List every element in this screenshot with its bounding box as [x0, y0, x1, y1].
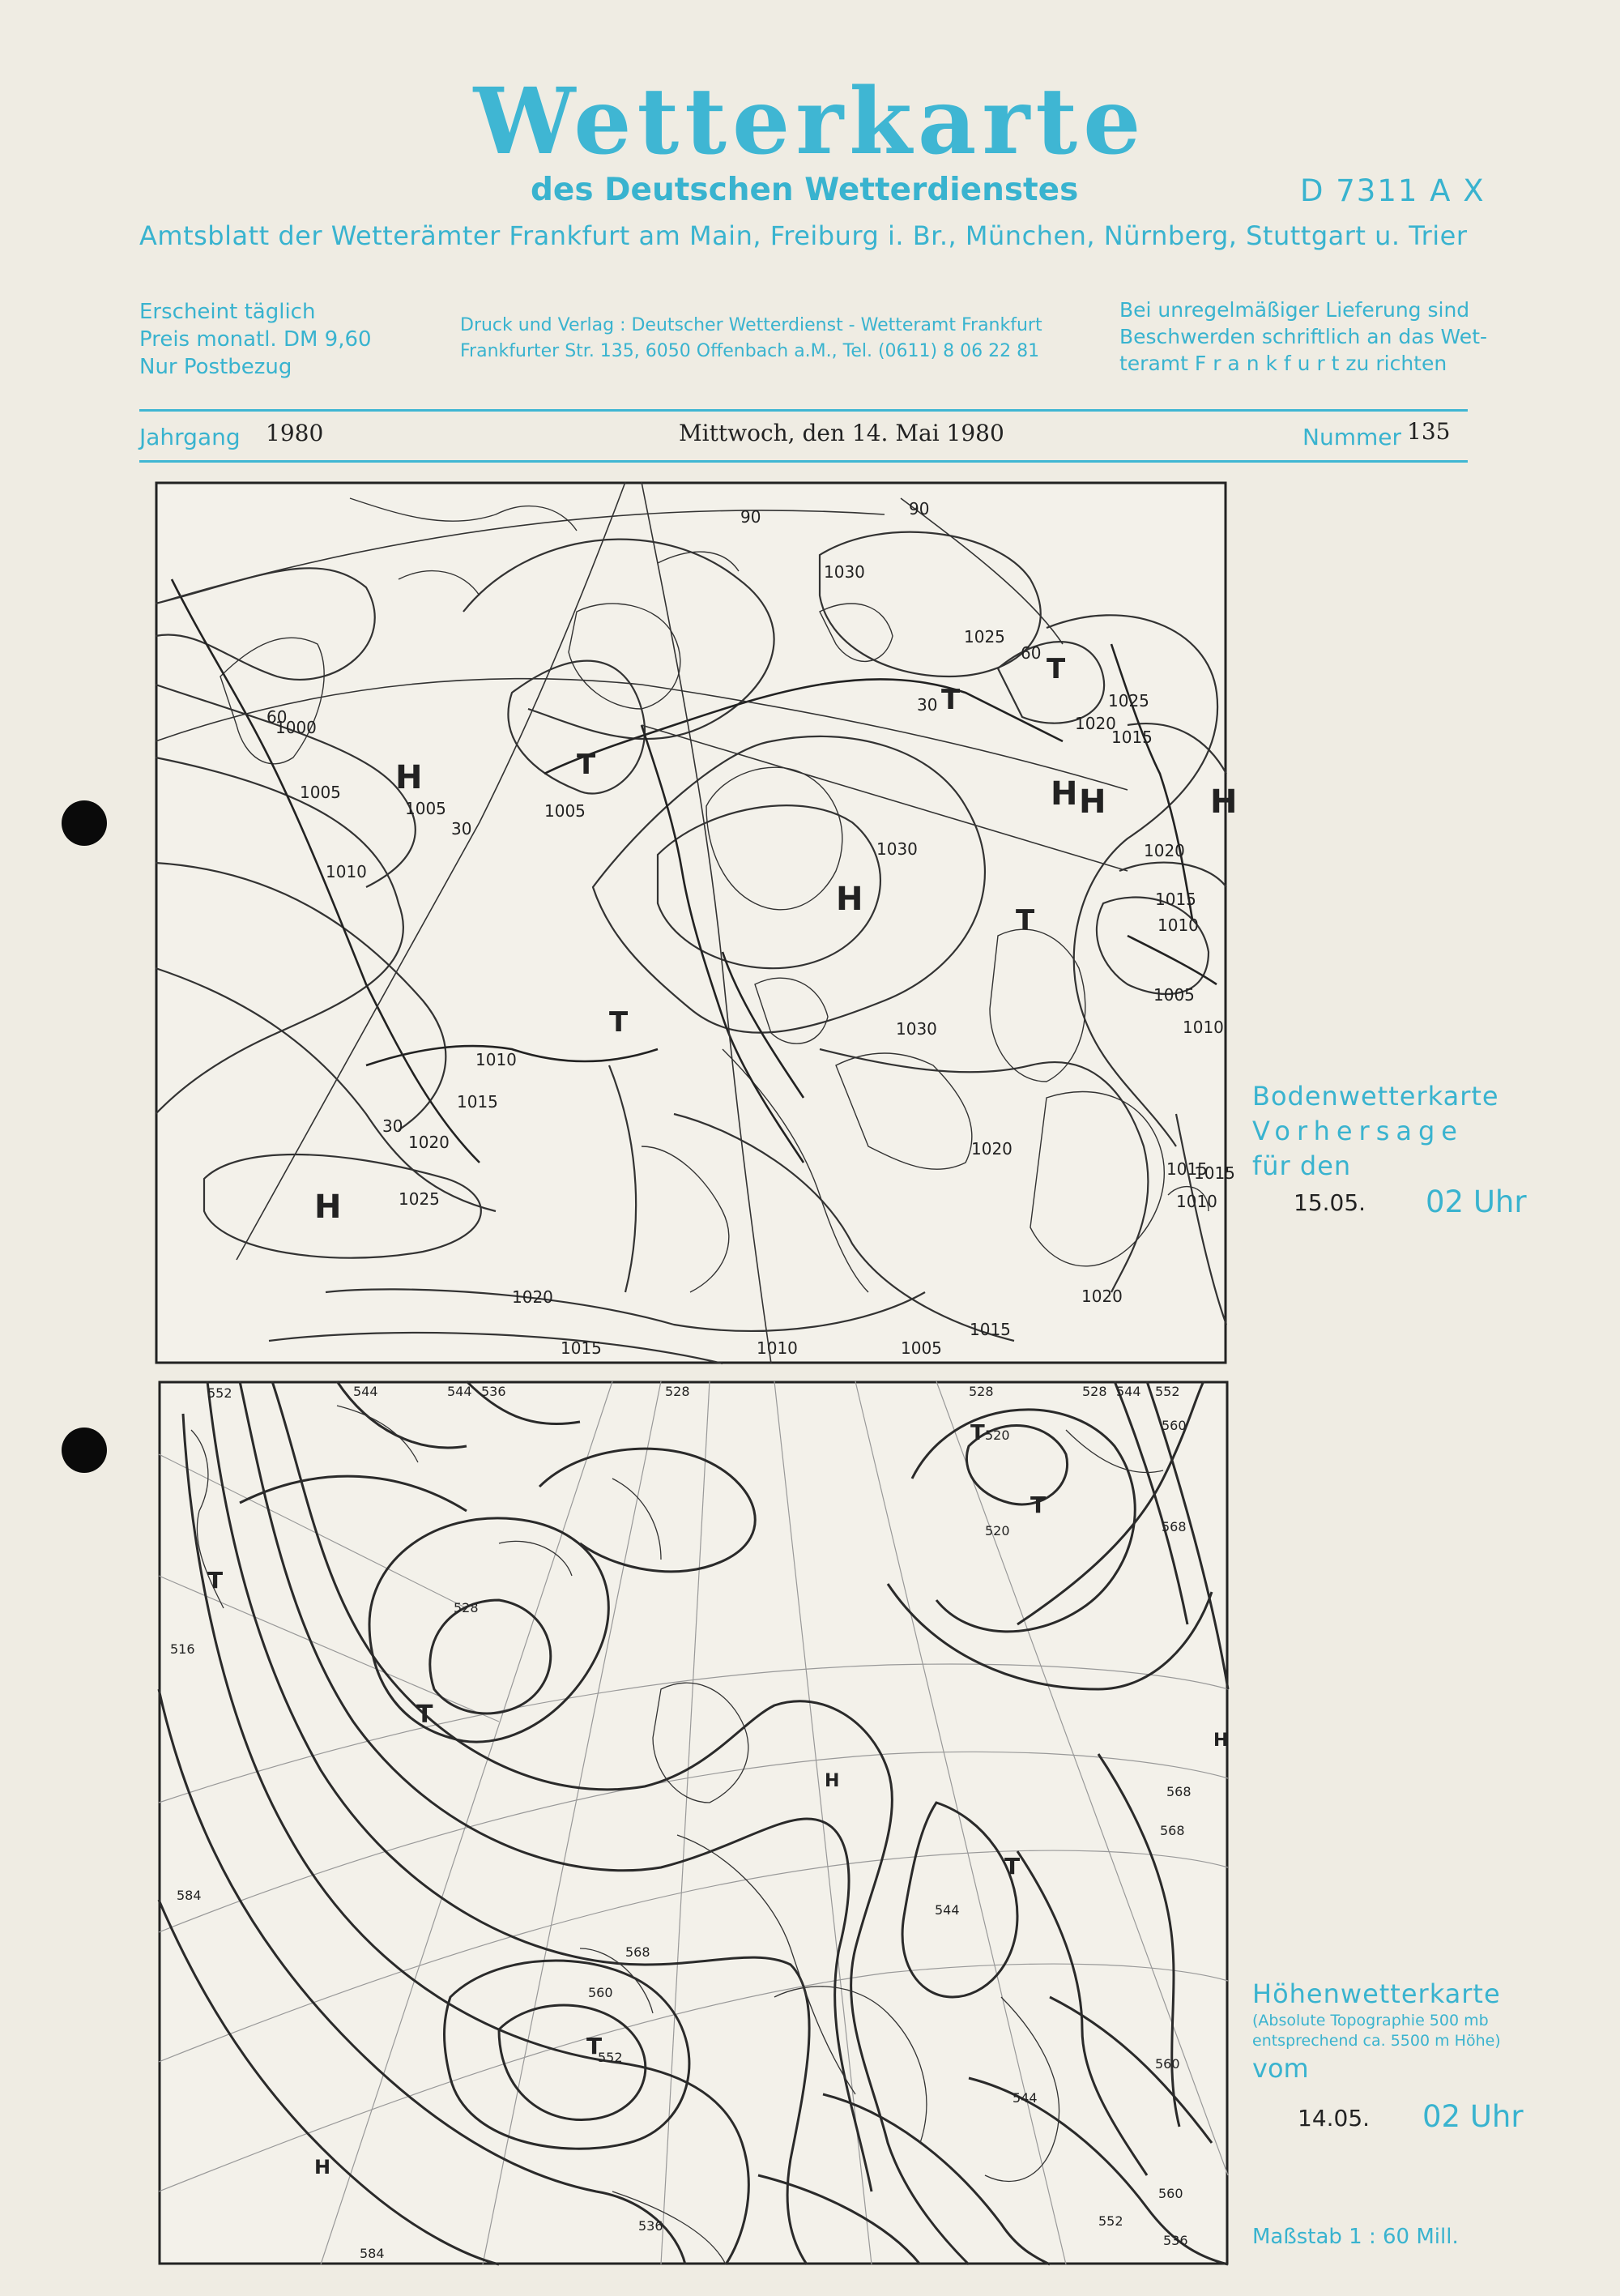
- number-value: 135: [1407, 418, 1451, 445]
- publication-price: Preis monatl. DM 9,60: [139, 327, 372, 352]
- surface-isobar-label: 60: [1021, 643, 1042, 663]
- upper-isobar-label: 552: [1155, 1384, 1180, 1399]
- surface-isobar-label: 1010: [475, 1050, 517, 1069]
- surface-isobar-label: 1015: [970, 1320, 1011, 1339]
- surface-isobar-label: 1020: [1144, 841, 1185, 860]
- upper-high-center: H: [1213, 1731, 1229, 1751]
- upper-low-center: T: [1030, 1492, 1047, 1518]
- surface-map-date: 15.05.: [1294, 1189, 1366, 1216]
- surface-isobar-label: 1030: [824, 562, 865, 582]
- surface-low-center: T: [1047, 653, 1066, 685]
- upper-low-center: T: [1004, 1853, 1021, 1880]
- surface-isobar-label: 1005: [901, 1338, 942, 1358]
- surface-isobar-label: 30: [451, 819, 472, 839]
- upper-isobar-label: 544: [1116, 1384, 1141, 1399]
- upper-caption-title: Höhenwetterkarte: [1252, 1978, 1501, 2009]
- printer-line-1: Druck und Verlag : Deutscher Wetterdienst - Wetteramt Frankfurt: [460, 315, 1042, 335]
- upper-isobar-label: 528: [969, 1384, 994, 1399]
- graticule: [159, 1381, 1228, 2264]
- surface-isobar-label: 1020: [1075, 714, 1116, 733]
- year-label: Jahrgang: [139, 424, 241, 450]
- upper-low-center: T: [207, 1567, 224, 1594]
- surface-high-center: H: [1210, 783, 1238, 821]
- surface-isobar-label: 1015: [1111, 728, 1153, 747]
- surface-isobar-label: 60: [266, 707, 288, 727]
- punch-hole-top: [62, 800, 107, 846]
- contours: [159, 1381, 1228, 2264]
- surface-high-center: H: [1051, 775, 1078, 813]
- upper-isobar-label: 552: [1098, 2213, 1123, 2229]
- surface-low-center: T: [941, 684, 961, 716]
- surface-isobar-label: 1020: [971, 1139, 1013, 1159]
- upper-isobar-label: 520: [985, 1428, 1010, 1443]
- surface-isobar-label: 1020: [512, 1287, 553, 1307]
- year-value: 1980: [266, 420, 324, 446]
- surface-isobar-label: 1000: [275, 718, 317, 737]
- surface-isobar-label: 1015: [457, 1092, 498, 1112]
- header-rule-top: [139, 409, 1468, 412]
- upper-low-center: T: [586, 2033, 603, 2059]
- upper-map-frame: [160, 1382, 1227, 2264]
- upper-isobar-label: 528: [665, 1384, 690, 1399]
- surface-isobar-label: 90: [740, 507, 761, 527]
- surface-isobar-label: 1020: [1081, 1287, 1123, 1306]
- surface-isobar-label: 1015: [1155, 890, 1196, 909]
- surface-isobar-label: 1025: [964, 627, 1005, 647]
- upper-low-center: T: [970, 1421, 985, 1445]
- masthead-title: Wetterkarte: [473, 69, 1147, 175]
- upper-isobar-label: 584: [360, 2246, 385, 2261]
- surface-isobar-label: 1010: [757, 1338, 798, 1358]
- punch-hole-bottom: [62, 1428, 107, 1473]
- publication-info: [139, 298, 372, 381]
- surface-weather-map: [156, 482, 1238, 1364]
- complaints-line-3: teramt F r a n k f u r t zu richten: [1119, 352, 1447, 375]
- upper-isobar-label: 568: [1162, 1519, 1187, 1534]
- upper-isobar-label: 560: [1155, 2056, 1180, 2072]
- surface-caption-forecast: Vorhersage: [1252, 1116, 1464, 1146]
- complaints-info: [1119, 297, 1487, 377]
- upper-map-caption: [1252, 1977, 1501, 2085]
- upper-isobar-label: 536: [1163, 2233, 1188, 2248]
- surface-caption-for: für den: [1252, 1150, 1352, 1181]
- upper-caption-height: entsprechend ca. 5500 m Höhe): [1252, 2032, 1501, 2050]
- upper-isobar-label: 528: [1082, 1384, 1107, 1399]
- isobars: [156, 532, 1226, 1364]
- surface-isobar-label: 1010: [1183, 1018, 1224, 1037]
- surface-low-center: T: [609, 1006, 629, 1039]
- upper-isobar-label: 520: [985, 1523, 1010, 1538]
- surface-isobar-label: 1025: [399, 1189, 440, 1209]
- surface-isobar-label: 1015: [1194, 1163, 1235, 1183]
- upper-isobar-label: 560: [1158, 2186, 1183, 2201]
- offices-line: Amtsblatt der Wetterämter Frankfurt am Main, Freiburg i. Br., München, Nürnberg, Stuttgart u. Trier: [139, 220, 1468, 251]
- upper-isobar-label: 568: [1166, 1784, 1192, 1799]
- upper-isobar-label: 516: [170, 1641, 195, 1657]
- upper-isobar-label: 528: [454, 1600, 479, 1615]
- surface-isobar-label: 1005: [544, 801, 586, 821]
- upper-isobar-label: 568: [625, 1944, 650, 1960]
- upper-isobar-label: 568: [1160, 1823, 1185, 1838]
- surface-map-time: 02 Uhr: [1426, 1184, 1527, 1219]
- surface-map-caption: [1252, 1079, 1499, 1184]
- publication-distribution: Nur Postbezug: [139, 355, 292, 379]
- surface-isobar-label: 1030: [876, 839, 918, 859]
- surface-isobar-label: 1020: [408, 1133, 450, 1152]
- number-label: Nummer: [1302, 424, 1401, 450]
- surface-high-center: H: [314, 1189, 342, 1226]
- surface-isobar-label: 1005: [300, 783, 341, 802]
- surface-high-center: H: [836, 881, 863, 918]
- grid-lines: [156, 482, 1128, 1364]
- surface-isobar-label: 1005: [1153, 985, 1195, 1005]
- upper-isobar-label: 544: [935, 1902, 960, 1918]
- surface-map-frame: [156, 483, 1226, 1363]
- surface-high-center: H: [1079, 783, 1106, 821]
- surface-isobar-label: 1015: [561, 1338, 602, 1358]
- masthead-subtitle: des Deutschen Wetterdienstes: [531, 172, 1079, 208]
- surface-high-center: H: [395, 759, 423, 796]
- upper-isobar-label: 584: [177, 1888, 202, 1903]
- issue-code: D 7311 A X: [1300, 173, 1486, 208]
- surface-isobar-label: 1025: [1108, 691, 1149, 711]
- upper-coastlines: [191, 1406, 1163, 2264]
- upper-isobar-label: 560: [588, 1985, 613, 2000]
- upper-isobar-label: 552: [207, 1385, 232, 1401]
- header-rule-bottom: [139, 460, 1468, 463]
- surface-isobar-label: 1030: [896, 1019, 937, 1039]
- upper-air-map: [159, 1381, 1228, 2264]
- upper-low-center: T: [416, 1701, 433, 1729]
- surface-isobar-label: 1010: [326, 862, 367, 881]
- upper-caption-topography: (Absolute Topographie 500 mb: [1252, 2012, 1489, 2029]
- publication-frequency: Erscheint täglich: [139, 300, 316, 324]
- surface-isobar-label: 1010: [1157, 915, 1199, 935]
- printer-info: [460, 313, 1042, 365]
- upper-map-time: 02 Uhr: [1422, 2099, 1524, 2134]
- upper-isobar-label: 552: [598, 2050, 623, 2065]
- surface-low-center: T: [1016, 904, 1035, 937]
- upper-high-center: H: [314, 2156, 331, 2179]
- surface-map-graphic: [156, 482, 1238, 1364]
- upper-isobar-label: 544: [1013, 2090, 1038, 2106]
- upper-caption-from: vom: [1252, 2053, 1309, 2084]
- map-scale: Maßstab 1 : 60 Mill.: [1252, 2225, 1459, 2249]
- upper-isobar-label: 544: [447, 1384, 472, 1399]
- upper-isobar-label: 536: [638, 2218, 663, 2234]
- printer-line-2: Frankfurter Str. 135, 6050 Offenbach a.M., Tel. (0611) 8 06 22 81: [460, 341, 1040, 361]
- surface-low-center: T: [577, 749, 596, 781]
- surface-isobar-label: 1005: [405, 799, 446, 818]
- surface-isobar-label: 90: [909, 499, 930, 519]
- surface-isobar-label: 30: [382, 1116, 403, 1136]
- surface-isobar-label: 30: [917, 695, 938, 715]
- upper-isobar-label: 536: [481, 1384, 506, 1399]
- surface-isobar-label: 1010: [1176, 1192, 1217, 1211]
- upper-isobar-label: 544: [353, 1384, 378, 1399]
- upper-map-date: 14.05.: [1298, 2105, 1371, 2132]
- complaints-line-1: Bei unregelmäßiger Lieferung sind: [1119, 298, 1470, 322]
- surface-isobar-label: 1015: [1166, 1159, 1208, 1179]
- complaints-line-2: Beschwerden schriftlich an das Wet-: [1119, 325, 1488, 348]
- surface-caption-title: Bodenwetterkarte: [1252, 1081, 1499, 1112]
- upper-high-center: H: [825, 1771, 840, 1791]
- upper-map-graphic: [159, 1381, 1228, 2264]
- surface-map-labels: [266, 499, 1237, 1358]
- upper-isobar-label: 560: [1162, 1418, 1187, 1433]
- issue-date: Mittwoch, den 14. Mai 1980: [679, 420, 1004, 446]
